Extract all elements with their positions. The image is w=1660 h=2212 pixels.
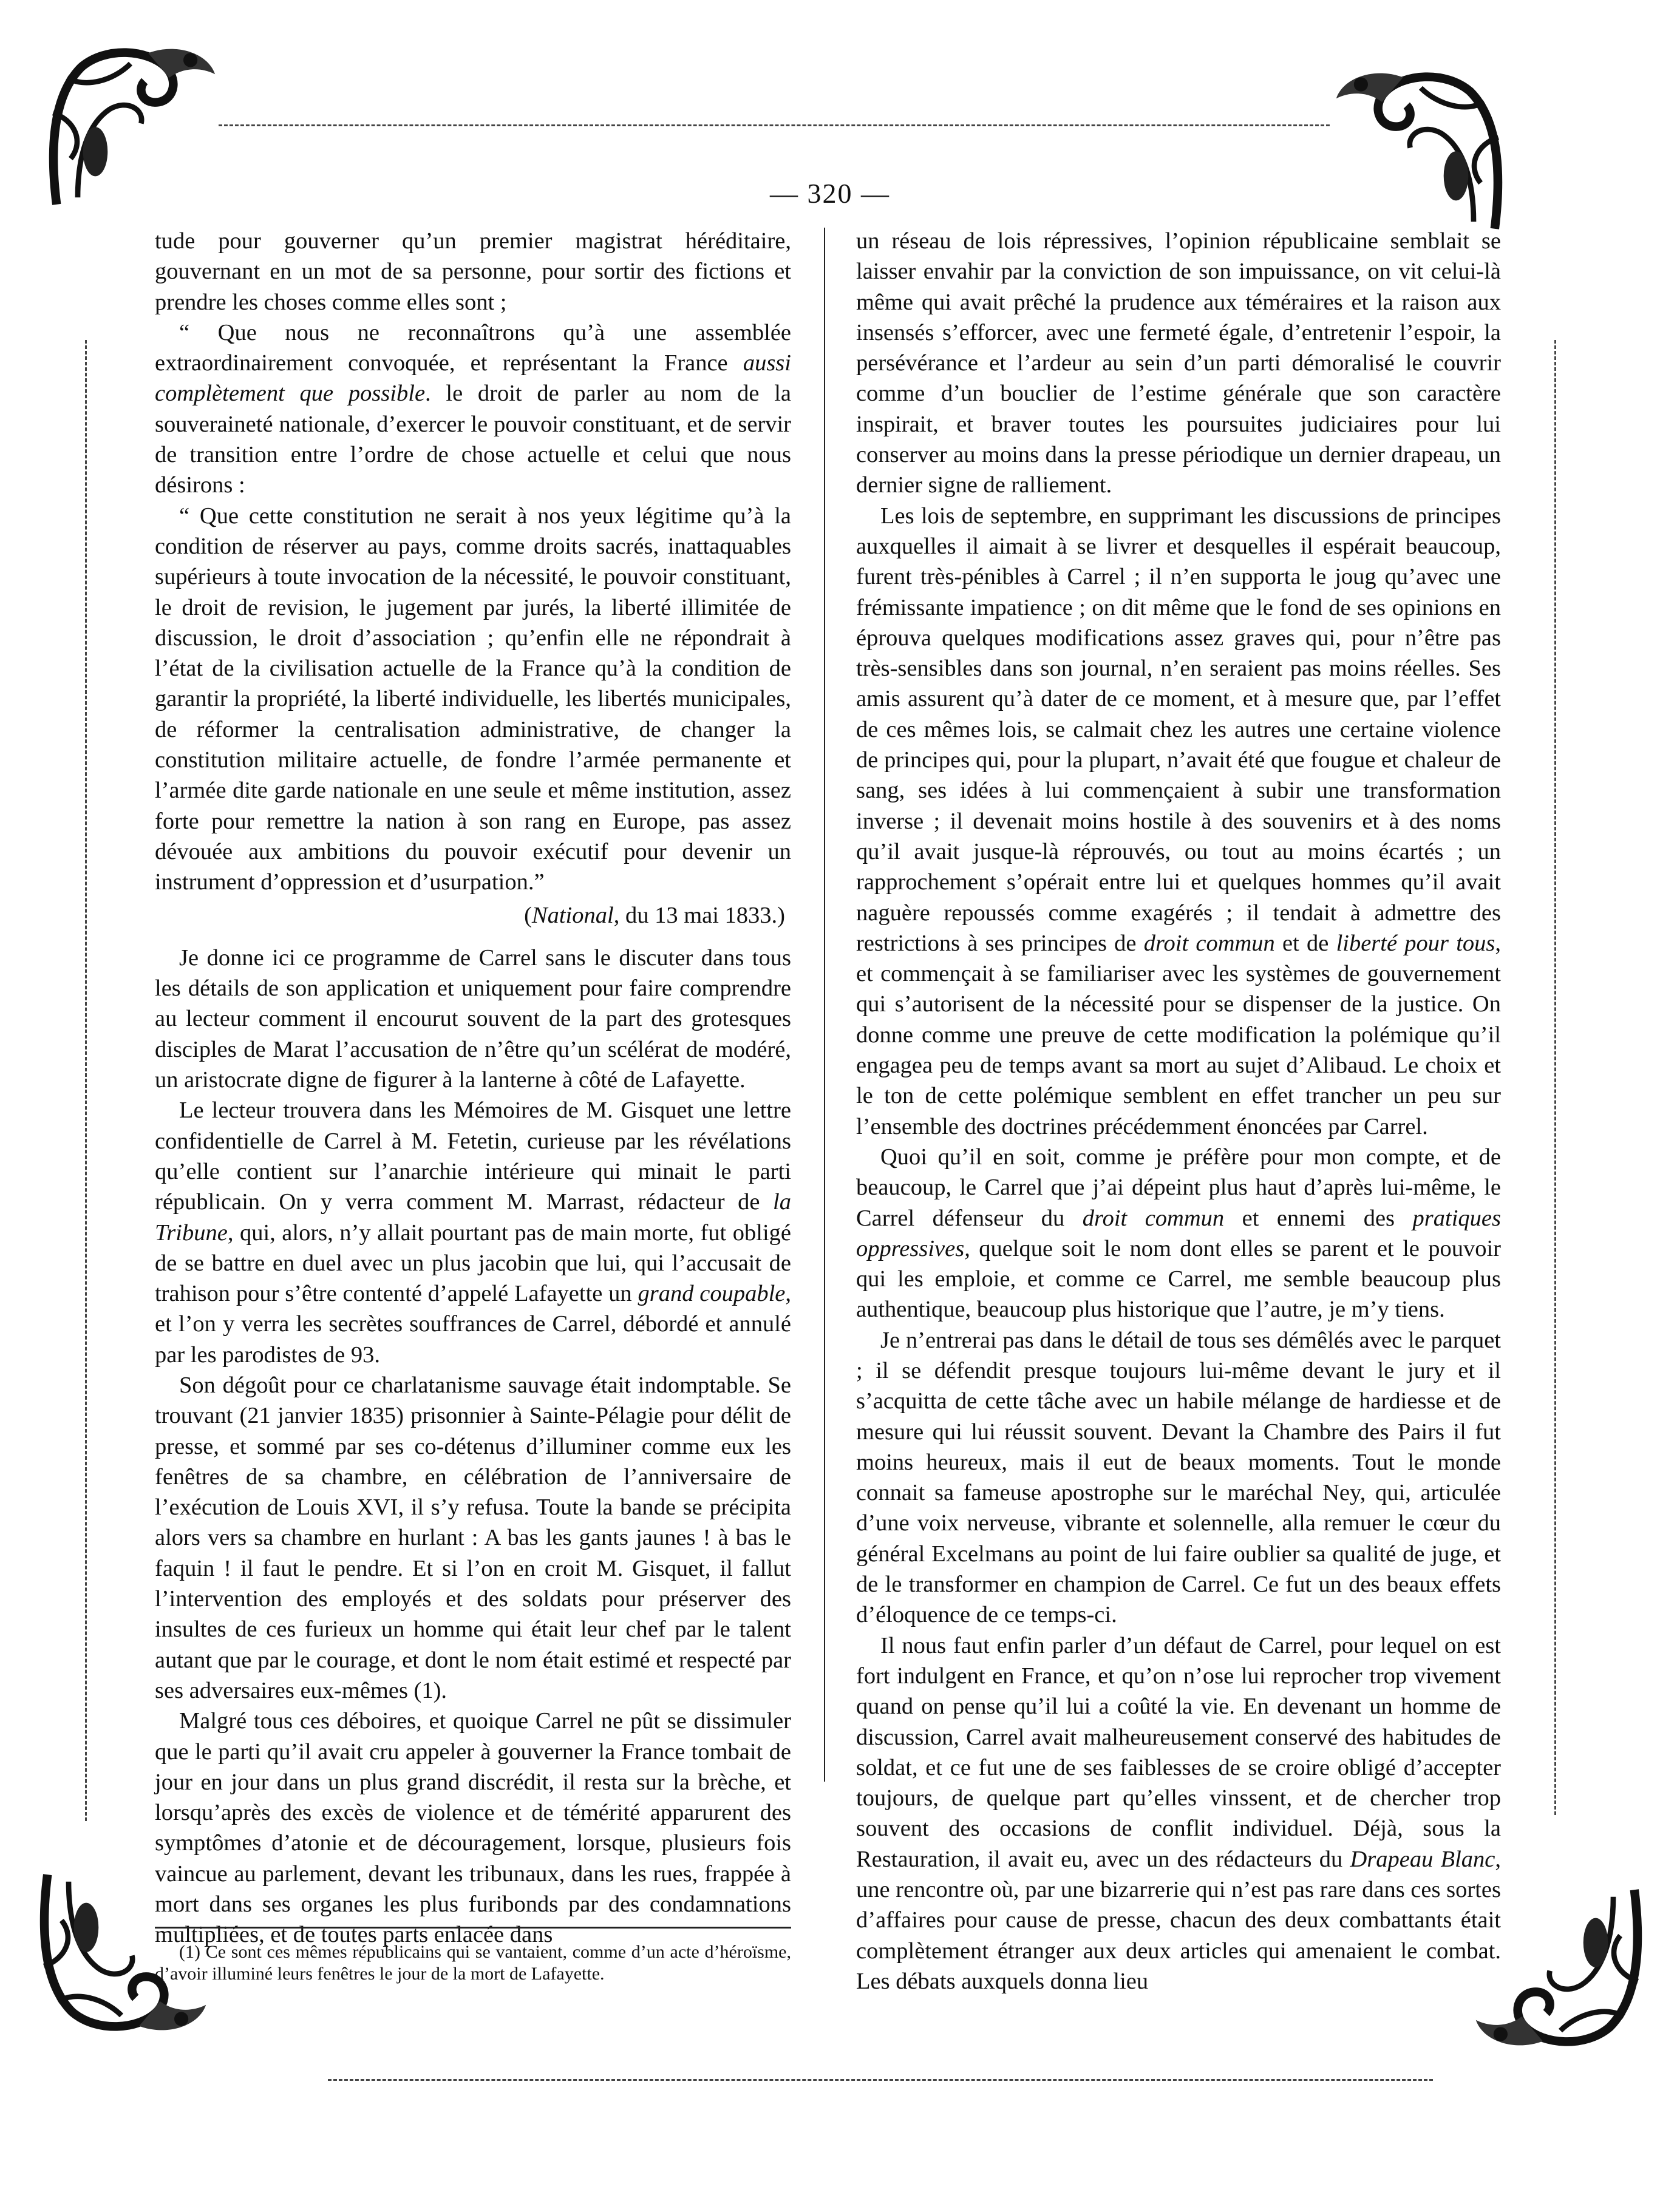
- paragraph: “ Que cette constitution ne serait à nos yeux légitime qu’à la condition de réserver au pays, comme droits sacrés, inattaquables supérieurs à toute invocation de la nécessité, le pouvoir constituant, le droit de revision, le jugement par jurés, la liberté illimitée de discussion, le droit d’association ; qu’enfin elle ne répondrait à l’état de la civilisation actuelle de la France qu’à la condition de garantir la propriété, la liberté individuelle, les libertés municipales, de réformer la centralisation administrative, de changer la constitution militaire actuelle, de fondre l’armée permanente et l’armée dite garde nationale en une seule et même institution, assez forte pour remettre la nation à son rang en Europe, pas assez dévouée aux ambitions du pouvoir exécutif pour devenir un instrument d’oppression et d’usurpation.”: [155, 503, 791, 895]
- right-column: [856, 226, 1501, 1997]
- emphasis-text: droit commun: [1143, 930, 1275, 956]
- footnote-rule: [155, 1927, 791, 1929]
- emphasis-text: National: [531, 902, 614, 928]
- page-number: — 320 —: [770, 178, 890, 209]
- footnote: (1) Ce sont ces mêmes républicains qui se vantaient, comme d’un acte d’héroïsme, d’avoir illuminé leurs fenêtres le jour de la mort de Lafayette.: [155, 1942, 791, 1984]
- emphasis-text: Drapeau Blanc: [1350, 1846, 1495, 1872]
- emphasis-text: liberté pour tous: [1336, 930, 1495, 956]
- emphasis-text: droit commun: [1082, 1205, 1225, 1231]
- paragraph: tude pour gouverner qu’un premier magistrat héréditaire, gouvernant en un mot de sa personne, pour sortir des fictions et prendre les choses comme elles sont ;: [155, 228, 791, 315]
- frame-rule-top: [219, 124, 1330, 126]
- paragraph: Je n’entrerai pas dans le détail de tous ses démêlés avec le parquet ; il se défendit presque toujours lui-même devant le jury et il s’acquitta de cette tâche avec un habile mélange de hardiesse et de mesure qui lui réussit souvent. Devant la Chambre des Pairs il fut moins heureux, mais il eut de beaux moments. Tout le monde connait sa fameuse apostrophe sur le maréchal Ney, qui, articulée d’une voix nerveuse, vibrante et solennelle, alla remuer le cœur du général Excelmans au point de lui faire oublier sa qualité de juge, et de le transformer en champion de Carrel. Ce fut un des beaux effets d’éloquence de ce temps-ci.: [856, 1327, 1501, 1628]
- paragraph: [856, 501, 1501, 1142]
- text-run: . le droit de parler au nom de la souveraineté nationale, d’exercer le pouvoir constituant, et de servir de transition entre l’ordre de chose actuelle et celui que nous désirons :: [155, 381, 791, 498]
- frame-rule-right: [1554, 340, 1556, 1815]
- quote-attribution: [155, 900, 791, 931]
- text-run: , et commençait à se familiariser avec les systèmes de gouvernement qui s’autorisent de la nécessité pour se dispenser de la justice. On donne comme une preuve de cette modification la polémique qu’il engagea peu de temps avant sa mort au sujet d’Alibaud. Le choix et le ton de cette polémique semblent en effet trancher un peu sur l’ensemble des doctrines précédemment énoncées par Carrel.: [856, 930, 1502, 1139]
- text-run: Le lecteur trouvera dans les Mémoires de M. Gisquet une lettre confidentielle de Carrel à M. Fetetin, curieuse par les révélations qu’elle contient sur l’anarchie intérieure qui minait le parti républicain. On y verra comment M. Marrast, rédacteur de: [155, 1098, 791, 1215]
- paragraph: [856, 1630, 1501, 1997]
- emphasis-text: la Tribune: [155, 1189, 791, 1246]
- text-run: , et l’on y verra les secrètes souffrances de Carrel, débordé et annulé par les parodistes de 93.: [155, 1281, 791, 1368]
- scroll-ornament-icon: [1333, 67, 1509, 243]
- paragraph: un réseau de lois répressives, l’opinion républicaine semblait se laisser envahir par la conviction de son impuissance, on vit celui-là même qui avait prêché la prudence aux téméraires et la raison aux insensés s’efforcer, avec une fermeté égale, d’entretenir l’espoir, la persévérance et l’ardeur au sein d’un parti démoralisé le couvrir comme d’un bouclier de l’estime générale que son caractère inspirait, et braver toutes les poursuites judiciaires pour lui conserver au moins dans la presse périodique un dernier drapeau, un dernier signe de ralliement.: [856, 228, 1501, 498]
- text-run: , du 13 mai 1833.): [613, 902, 785, 928]
- left-column: [155, 226, 791, 1950]
- text-run: , une rencontre où, par une bizarrerie qui n’est pas rare dans ces sortes d’affaires pour cause de presse, chacun des deux combattants était complètement étranger aux deux articles qui amenaient le combat. Les débats auxquels donna lieu: [856, 1846, 1501, 1994]
- paragraph: Son dégoût pour ce charlatanisme sauvage était indomptable. Se trouvant (21 janvier 1835) prisonnier à Sainte-Pélagie pour délit de presse, et sommé par ses co-détenus d’illuminer comme eux les fenêtres de sa chambre, en célébration de l’anniversaire de l’exécution de Louis XVI, il s’y refusa. Toute la bande se précipita alors vers sa chambre en hurlant : A bas les gants jaunes ! à bas le faquin ! il faut le pendre. Et si l’on en croit M. Gisquet, il fallut l’intervention des employés et des soldats pour préserver des insultes de ces furieux un homme qui était leur chef par le talent autant que par le courage, et dont le nom était estimé et respecté par ses adversaires eux-mêmes (1).: [155, 1372, 791, 1703]
- paragraph: [155, 317, 791, 501]
- paragraph: Je donne ici ce programme de Carrel sans le discuter dans tous les détails de son application et uniquement pour faire comprendre au lecteur comment il encourut souvent de la part des grotesques disciples de Marat l’accusation de n’être qu’un scélérat de modéré, un aristocrate digne de figurer à la lanterne à côté de Lafayette.: [155, 945, 791, 1093]
- text-run: Quoi qu’il en soit, comme je préfère pour mon compte, et de beaucoup, le Carrel que j’ai dépeint plus haut d’après lui-même, le Carrel défenseur du: [856, 1144, 1501, 1231]
- frame-rule-left: [85, 340, 87, 1821]
- text-run: quelque soit le nom dont elles se parent et le pouvoir qui les emploie, et comme ce Carrel, me semble beaucoup plus authentique, beaucoup plus historique que l’autre, je m’y tiens.: [856, 1235, 1501, 1323]
- frame-rule-bottom: [328, 2079, 1433, 2081]
- emphasis-text: aussi complètement que possible: [155, 350, 791, 407]
- emphasis-text: pratiques oppressives,: [856, 1205, 1501, 1261]
- paragraph: Malgré tous ces déboires, et quoique Carrel ne pût se dissimuler que le parti qu’il avait cru appeler à gouverner la France tombait de jour en jour dans un plus grand discrédit, il resta sur la brèche, et lorsqu’après des excès de violence et de témérité apparurent des symptômes d’atonie et de découragement, lorsque, plusieurs fois vaincue au parlement, devant les tribunaux, dans les rues, frappée à mort dans ses organes les plus furibonds par des condamnations multipliées, et de toutes parts enlacée dans: [155, 1708, 791, 1948]
- text-run: “ Que nous ne reconnaîtrons qu’à une assemblée extraordinairement convoquée, et représentant la France: [155, 319, 791, 376]
- paragraph: [155, 1095, 791, 1370]
- text-run: , qui, alors, n’y allait pourtant pas de main morte, fut obligé de se battre en duel avec un plus jacobin que lui, qui l’accusait de trahison pour s’être contenté d’appelé Lafayette un: [155, 1220, 791, 1307]
- text-run: et ennemi des: [1224, 1205, 1413, 1231]
- text-run: et de: [1274, 930, 1336, 956]
- text-run: Les lois de septembre, en supprimant les discussions de principes auxquelles il aimait à se livrer et desquelles il espérait beaucoup, furent très-pénibles à Carrel ; il n’en supporta le joug qu’avec une frémissante impatience ; on dit même que le fond de ses opinions en éprouva quelques modifications assez graves qui, pour n’être pas très-sensibles dans son journal, n’en seraient pas moins réelles. Ses amis assurent qu’à dater de ce moment, et à mesure que, par l’effet de ces mêmes lois, se calmait chez les autres une certaine violence de principes qui, pour la plupart, n’avait été que fougue et chaleur de sang, ses idées à lui commençaient à subir une transformation inverse ; il devenait moins hostile à des souvenirs et à des noms qu’il avait jusque-là réprouvés, ou tout au moins écartés ; un rapprochement s’opérait entre lui et quelques hommes qu’il avait naguère repoussés comme exagérés ; il tendait à admettre des restrictions à ses principes de: [856, 503, 1501, 956]
- text-run: (: [524, 902, 532, 928]
- column-divider: [824, 228, 825, 1782]
- text-run: Il nous faut enfin parler d’un défaut de Carrel, pour lequel on est fort indulgent en France, et qu’on n’ose lui reprocher trop vivement quand on pense qu’il lui a coûté la vie. En devenant un homme de discussion, Carrel avait malheureusement conservé des habitudes de soldat, et ce fut une de ses faiblesses de se croire obligé d’accepter toujours, de quelque part qu’elles vinssent, et de chercher trop souvent des occasions de conflit individuel. Déjà, sous la Restauration, il avait eu, avec un des rédacteurs du: [856, 1632, 1501, 1872]
- paragraph: [856, 1142, 1501, 1325]
- corner-ornament-icon: [1333, 67, 1509, 243]
- emphasis-text: grand coupable: [638, 1281, 786, 1307]
